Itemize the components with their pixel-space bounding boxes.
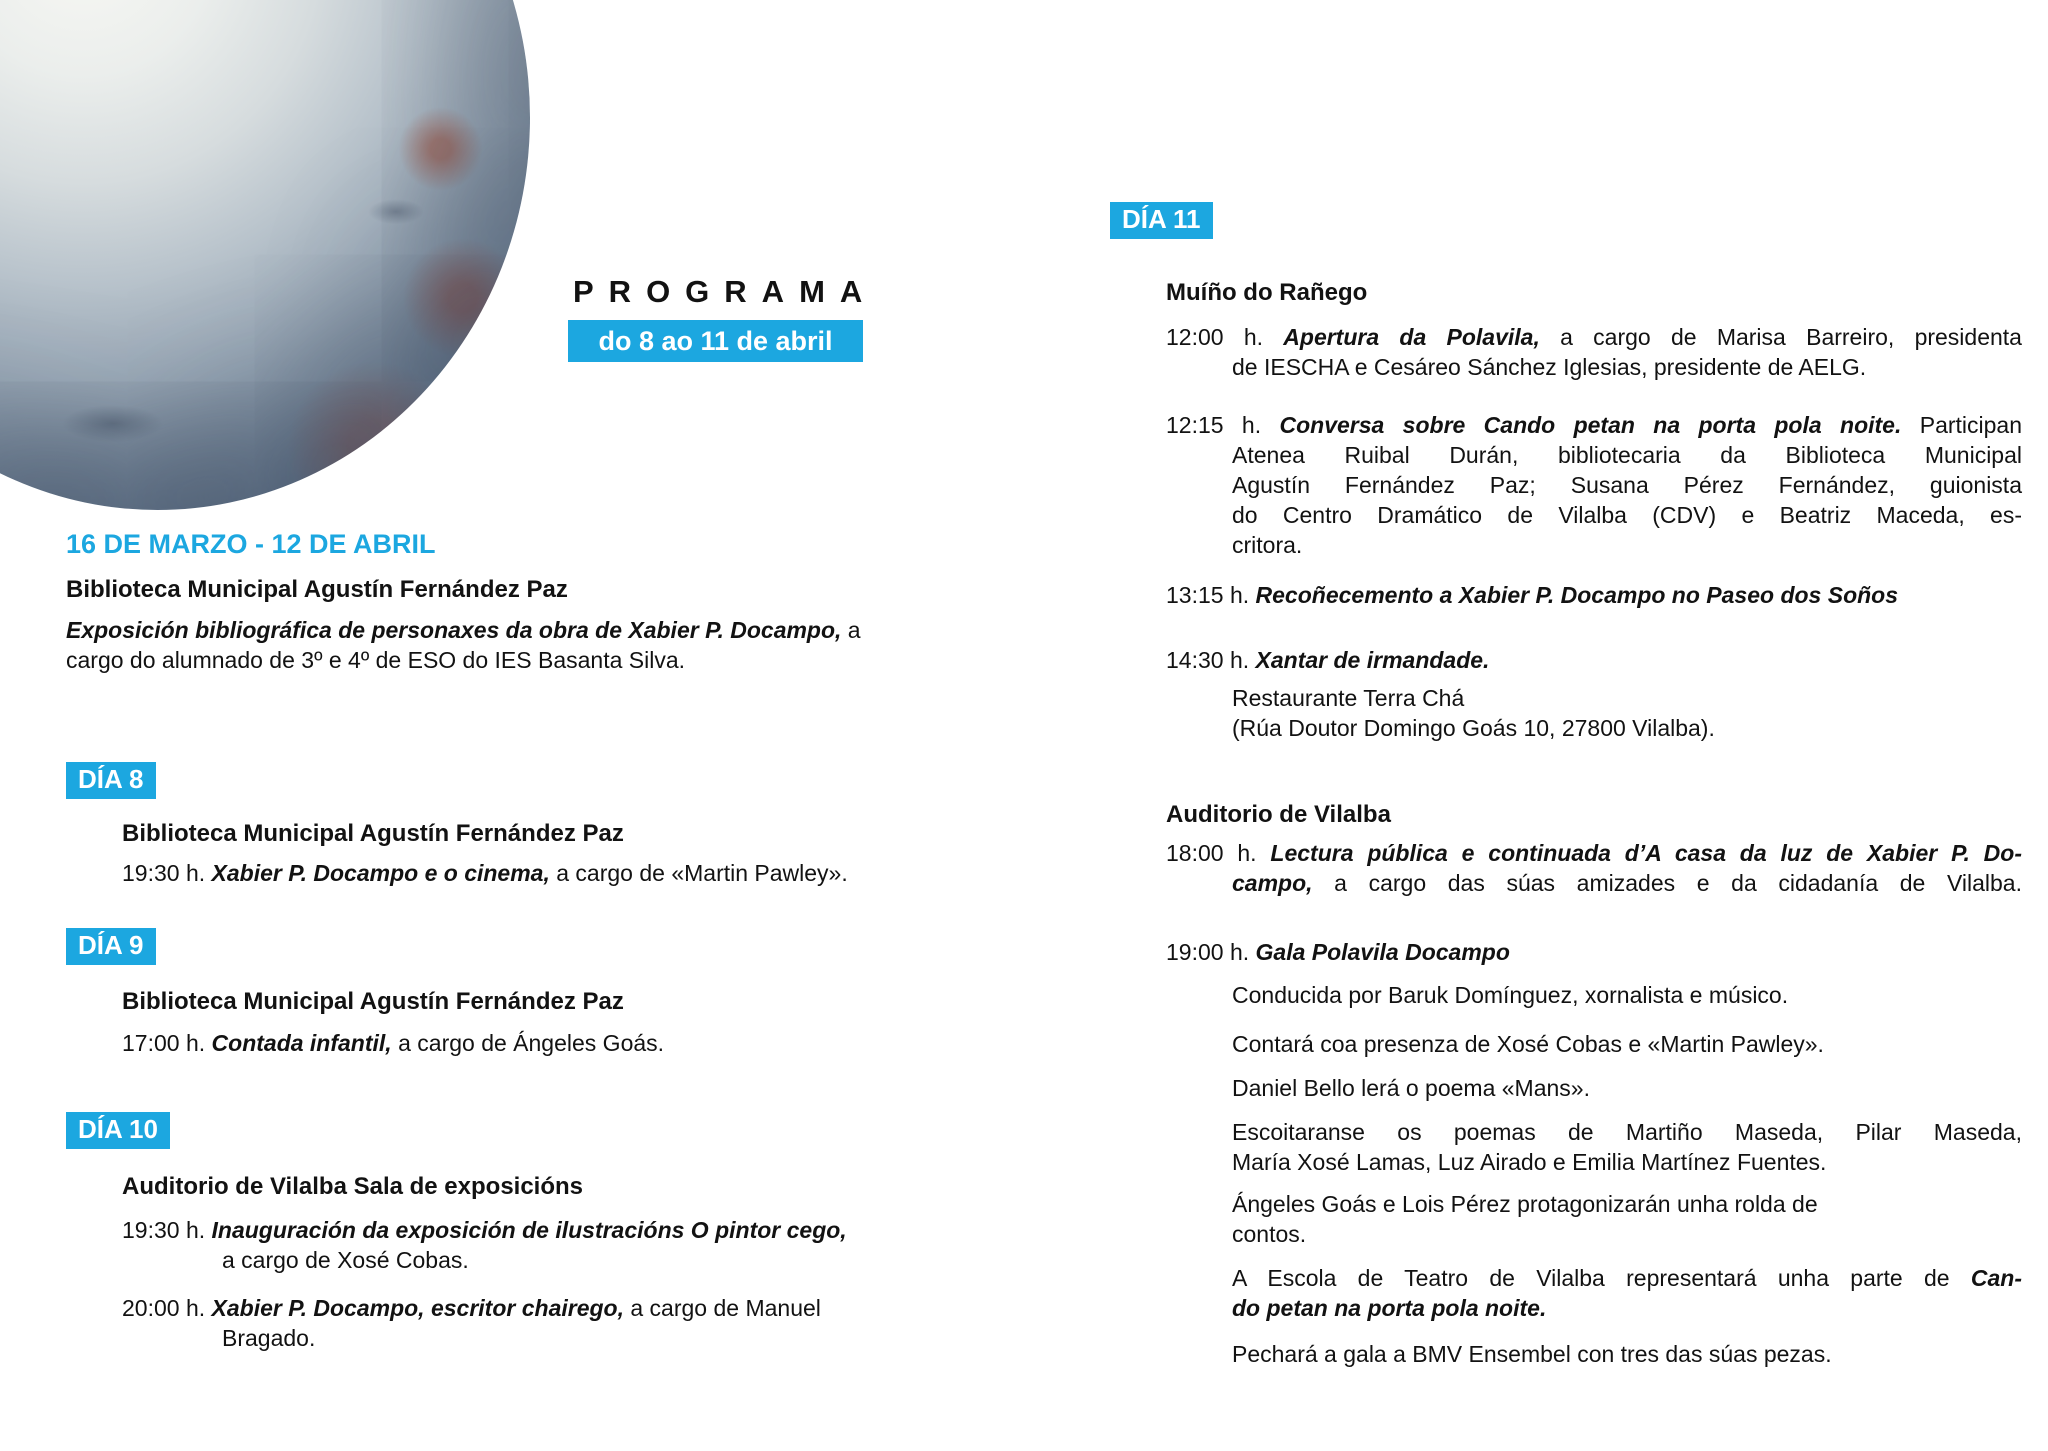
gala-paragraph-2 — [1232, 1029, 2022, 1059]
text-segment: María Xosé Lamas, Luz Airado e Emilia Martínez Fuentes. — [1232, 1149, 1827, 1175]
day9-event — [122, 1028, 946, 1058]
text-segment: (Rúa Doutor Domingo Goás 10, 27800 Vilalba). — [1232, 715, 1715, 741]
text-line — [1232, 868, 2022, 898]
text-segment: Exposición bibliográfica de personaxes da obra de Xabier P. Docampo, — [66, 617, 842, 643]
day8-badge-row — [66, 762, 946, 799]
day11-event-1800 — [1166, 838, 2022, 898]
day8-event — [122, 858, 946, 888]
text-line — [222, 1323, 946, 1353]
intro-venue: Biblioteca Municipal Agustín Fernández Paz — [66, 576, 568, 603]
day11-event-1200 — [1166, 322, 2022, 382]
text-segment: Conversa sobre Cando petan na porta pola noite. — [1279, 412, 1902, 438]
day10-event-1930 — [122, 1215, 946, 1275]
text-line — [122, 1215, 946, 1245]
text-segment: a cargo de «Martin Pawley». — [549, 860, 848, 886]
text-segment: Conducida por Baruk Domínguez, xornalista e músico. — [1232, 982, 1789, 1008]
text-line — [1166, 645, 2022, 675]
day9-badge-row — [66, 928, 946, 965]
text-line — [1232, 352, 2022, 382]
text-segment: Xantar de irmandade. — [1255, 647, 1490, 673]
text-line — [1232, 1073, 2022, 1103]
gala-paragraph-3 — [1232, 1073, 2022, 1103]
day10-event-2000 — [122, 1293, 946, 1353]
text-segment: a cargo de Xosé Cobas. — [222, 1247, 469, 1273]
gala-paragraph-4 — [1232, 1117, 2022, 1177]
text-segment: Recoñecemento a Xabier P. Docampo no Paseo dos Soños — [1255, 582, 1899, 608]
text-segment: Agustín Fernández Paz; Susana Pérez Fernández, guionista — [1232, 472, 2022, 498]
text-segment: Restaurante Terra Chá — [1232, 685, 1465, 711]
text-segment: 19:30 h. — [122, 1217, 212, 1243]
day10-badge: DÍA 10 — [66, 1112, 170, 1149]
text-segment: Gala Polavila Docampo — [1255, 939, 1510, 965]
text-line — [1166, 322, 2022, 352]
text-segment: Escoitaranse os poemas de Martiño Maseda, Pilar Maseda, — [1232, 1119, 2022, 1145]
day10-body — [122, 1172, 946, 1353]
day9-badge: DÍA 9 — [66, 928, 156, 965]
text-segment: 19:30 h. — [122, 860, 212, 886]
text-segment: Participan — [1901, 412, 2023, 438]
text-segment: 13:15 h. — [1166, 582, 1256, 608]
day8-badge: DÍA 8 — [66, 762, 156, 799]
text-segment: Atenea Ruibal Durán, bibliotecaria da Biblioteca Municipal — [1232, 442, 2022, 468]
text-segment: Lectura pública e continuada d’A casa da luz de Xabier P. Do- — [1270, 840, 2022, 866]
text-segment: 20:00 h. — [122, 1295, 212, 1321]
text-segment: 12:00 h. — [1166, 324, 1284, 350]
page-title: PROGRAMA — [573, 274, 878, 309]
text-segment: de IESCHA e Cesáreo Sánchez Iglesias, presidente de AELG. — [1232, 354, 1867, 380]
text-segment: cargo do alumnado de 3º e 4º de ESO do IES Basanta Silva. — [66, 647, 686, 673]
day11-event-1215 — [1166, 410, 2022, 560]
text-line — [1166, 410, 2023, 440]
text-segment: Xabier P. Docampo e o cinema, — [211, 860, 550, 886]
day11-badge: DÍA 11 — [1110, 202, 1213, 239]
text-segment: A Escola de Teatro de Vilalba representará unha parte de — [1232, 1265, 1971, 1291]
text-segment: 18:00 h. — [1166, 840, 1271, 866]
text-line — [1232, 683, 2022, 713]
text-line — [1232, 530, 2022, 560]
day11-event-1430-details — [1232, 683, 2022, 743]
day11-event-1315 — [1166, 580, 2022, 610]
day8-venue: Biblioteca Municipal Agustín Fernández Paz — [122, 820, 624, 847]
left-column — [66, 530, 946, 1353]
text-segment: Contada infantil, — [211, 1030, 392, 1056]
text-segment: a cargo de Manuel — [623, 1295, 821, 1321]
text-line — [66, 615, 946, 645]
day11-venue-auditorio: Auditorio de Vilalba — [1166, 801, 1391, 828]
text-line — [122, 858, 946, 888]
text-segment: 17:00 h. — [122, 1030, 212, 1056]
gala-paragraph-7 — [1232, 1339, 2022, 1369]
text-line — [1232, 440, 2022, 470]
text-line — [122, 1028, 946, 1058]
text-line — [1232, 1189, 2022, 1219]
text-line — [1166, 838, 2022, 868]
text-segment: Apertura da Polavila, — [1283, 324, 1540, 350]
text-segment: a cargo de Marisa Barreiro, presidenta — [1539, 324, 2022, 350]
text-segment: Xabier P. Docampo, escritor chairego, — [211, 1295, 624, 1321]
dates-badge: do 8 ao 11 de abril — [568, 320, 863, 362]
text-line — [1232, 1293, 2022, 1323]
day11-event-1900 — [1166, 937, 2022, 1369]
day10-venue: Auditorio de Vilalba Sala de exposicións — [122, 1173, 584, 1200]
text-segment: Pechará a gala a BMV Ensembel con tres das súas pezas. — [1232, 1341, 1832, 1367]
text-segment: 19:00 h. — [1166, 939, 1256, 965]
text-segment: do Centro Dramático de Vilalba (CDV) e Beatriz Maceda, es- — [1232, 502, 2022, 528]
text-line — [1232, 470, 2022, 500]
text-line — [222, 1245, 946, 1275]
day10-badge-row — [66, 1112, 946, 1149]
day11-event-1900-title — [1166, 937, 2022, 967]
text-line — [1166, 580, 2022, 610]
day11-badge-row — [1110, 202, 2022, 239]
day9-venue: Biblioteca Municipal Agustín Fernández Paz — [122, 988, 624, 1015]
day11-event-1430 — [1166, 645, 2022, 743]
text-segment: campo, — [1232, 870, 1313, 896]
gala-paragraph-5 — [1232, 1189, 2022, 1249]
text-line — [1232, 500, 2022, 530]
text-line — [1232, 1219, 2022, 1249]
text-line — [1232, 1029, 2022, 1059]
text-segment: Contará coa presenza de Xosé Cobas e «Martin Pawley». — [1232, 1031, 1824, 1057]
text-line — [1232, 1263, 2022, 1293]
text-line — [122, 1293, 946, 1323]
text-segment: Inauguración da exposición de ilustracións O pintor cego, — [211, 1217, 847, 1243]
text-segment: do petan na porta pola noite. — [1232, 1295, 1547, 1321]
text-segment: critora. — [1232, 532, 1303, 558]
intro-paragraph — [66, 615, 946, 675]
text-line — [1166, 937, 2022, 967]
text-line — [1232, 1147, 2022, 1177]
text-segment: a — [841, 617, 861, 643]
intro-date-range: 16 DE MARZO - 12 DE ABRIL — [66, 529, 436, 559]
day11-event-1430-title — [1166, 645, 2022, 675]
text-segment: a cargo de Ángeles Goás. — [391, 1030, 665, 1056]
text-segment: Bragado. — [222, 1325, 316, 1351]
moon-illustration — [0, 0, 530, 510]
text-line — [1232, 980, 2022, 1010]
text-segment: 14:30 h. — [1166, 647, 1256, 673]
day9-body — [122, 987, 946, 1058]
text-line — [1232, 1117, 2022, 1147]
text-segment: Daniel Bello lerá o poema «Mans». — [1232, 1075, 1590, 1101]
text-segment: Ángeles Goás e Lois Pérez protagonizarán unha rolda de — [1232, 1191, 1818, 1217]
day8-body — [122, 819, 946, 888]
text-segment: contos. — [1232, 1221, 1307, 1247]
text-line — [66, 645, 946, 675]
gala-paragraph-6 — [1232, 1263, 2022, 1323]
day11-venue-muino: Muíño do Rañego — [1166, 279, 1368, 306]
right-column — [1110, 202, 2022, 1369]
gala-paragraph-1 — [1232, 980, 2022, 1010]
text-segment: Can- — [1970, 1265, 2022, 1291]
day11-body — [1166, 278, 2022, 1369]
text-segment: a cargo das súas amizades e da cidadanía de Vilalba. — [1312, 870, 2022, 896]
text-line — [1232, 1339, 2022, 1369]
text-segment: 12:15 h. — [1166, 412, 1280, 438]
text-line — [1232, 713, 2022, 743]
